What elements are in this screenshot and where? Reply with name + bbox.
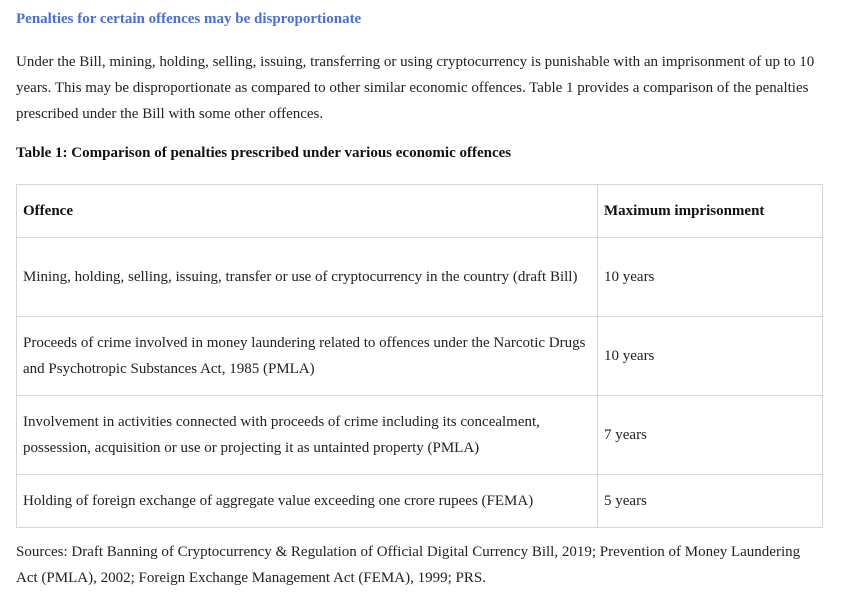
offence-cell: Mining, holding, selling, issuing, transfer or use of cryptocurrency in the country (draft Bill) [17, 238, 598, 317]
table-header-row [17, 185, 823, 238]
header-offence: Offence [17, 185, 598, 238]
offence-cell: Holding of foreign exchange of aggregate value exceeding one crore rupees (FEMA) [17, 475, 598, 528]
table-row [17, 238, 823, 317]
table-title: Table 1: Comparison of penalties prescribed under various economic offences [16, 145, 512, 161]
table-row [17, 475, 823, 528]
penalties-table [16, 184, 823, 528]
imprisonment-cell: 7 years [598, 396, 823, 475]
table-row [17, 396, 823, 475]
imprisonment-cell: 5 years [598, 475, 823, 528]
imprisonment-cell: 10 years [598, 317, 823, 396]
imprisonment-cell: 10 years [598, 238, 823, 317]
sources-note: Sources: Draft Banning of Cryptocurrency & Regulation of Official Digital Currency Bill, 2019; Prevention of Money Laundering Act (PMLA), 2002; Foreign Exchange Management Act (FEMA), 1999; PRS. [16, 544, 801, 586]
table-row [17, 317, 823, 396]
offence-cell: Involvement in activities connected with proceeds of crime including its concealment, possession, acquisition or use or projecting it as untainted property (PMLA) [17, 396, 598, 475]
offence-cell: Proceeds of crime involved in money laundering related to offences under the Narcotic Drugs and Psychotropic Substances Act, 1985 (PMLA) [17, 317, 598, 396]
intro-paragraph: Under the Bill, mining, holding, selling, issuing, transferring or using cryptocurrency is punishable with an imprisonment of up to 10 years. This may be disproportionate as compared to other similar economic offences. Table 1 provides a comparison of the penalties prescribed under the Bill with some other offences. [16, 54, 815, 122]
section-heading: Penalties for certain offences may be disproportionate [16, 11, 362, 27]
header-max-imprisonment: Maximum imprisonment [598, 185, 823, 238]
